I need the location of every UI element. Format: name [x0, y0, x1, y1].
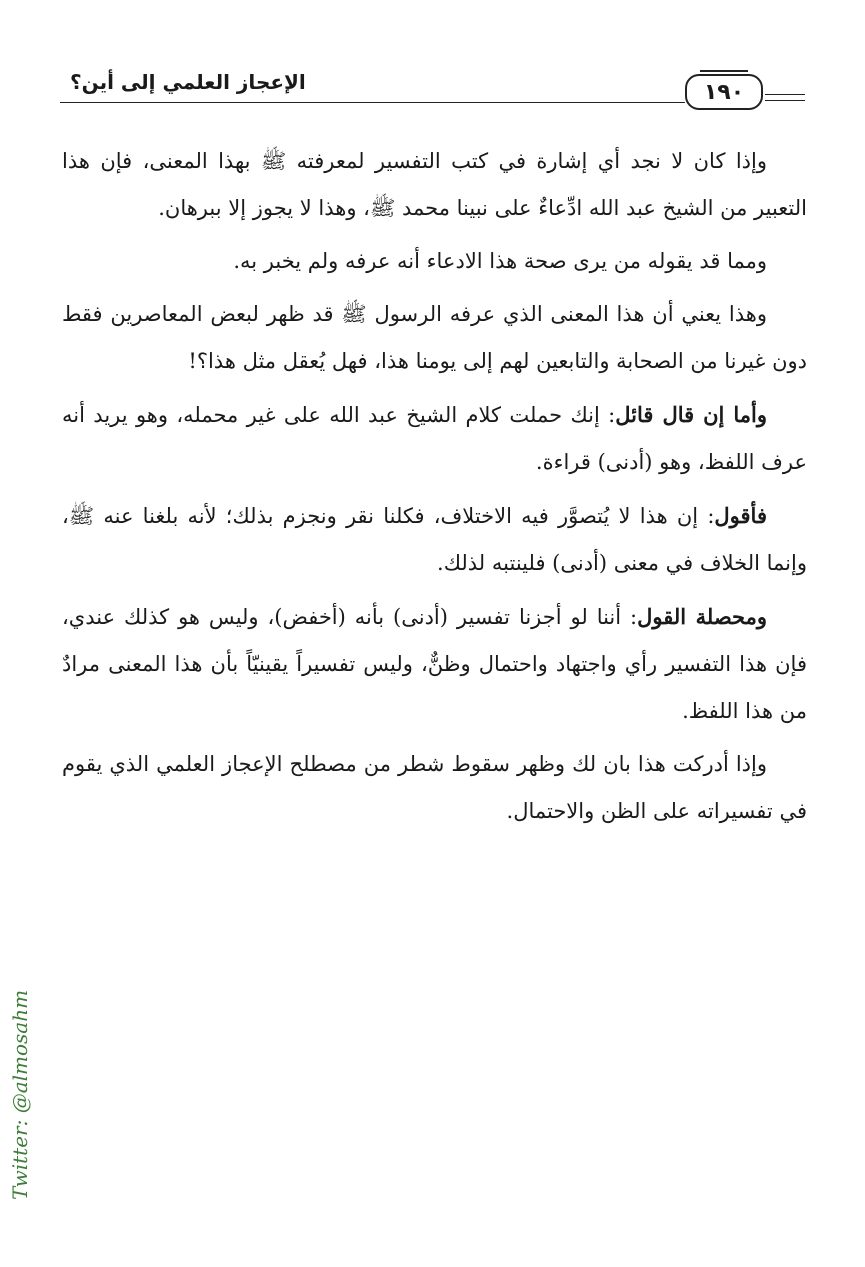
twitter-watermark: Twitter: @almosahm: [8, 989, 32, 1200]
paragraph-3-text: وهذا يعني أن هذا المعنى الذي عرفه الرسول ﷺ قد ظهر لبعض المعاصرين فقط دون غيرنا من الصحابة والتابعين لهم إلى يومنا هذا، فهل يُعقل مثل هذا؟!: [62, 302, 807, 373]
paragraph-3: [62, 291, 807, 385]
running-title: الإعجاز العلمي إلى أين؟: [70, 70, 306, 94]
paragraph-6-text: : أننا لو أجزنا تفسير (أدنى) بأنه (أخفض)، وليس هو كذلك عندي، فإن هذا التفسير رأي واجتهاد واحتمال وظنٌّ، وليس تفسيراً يقينيّاً بأن هذا المعنى مرادٌ من هذا اللفظ.: [62, 605, 807, 723]
paragraph-5-text: : إن هذا لا يُتصوَّر فيه الاختلاف، فكلنا نقر ونجزم بذلك؛ لأنه بلغنا عنه ﷺ، وإنما الخلاف في معنى (أدنى) فلينتبه لذلك.: [62, 504, 807, 575]
paragraph-2: [62, 238, 807, 285]
paragraph-1-text: وإذا كان لا نجد أي إشارة في كتب التفسير لمعرفته ﷺ بهذا المعنى، فإن هذا التعبير من الشيخ عبد الله ادِّعاءٌ على نبينا محمد ﷺ، وهذا لا يجوز إلا ببرهان.: [62, 149, 807, 220]
header-rule-right-top: [765, 94, 805, 95]
header-rule: [60, 102, 685, 103]
paragraph-5: [62, 492, 807, 587]
page-header: [60, 70, 805, 114]
paragraph-4-text: : إنك حملت كلام الشيخ عبد الله على غير محمله، وهو يريد أنه عرف اللفظ، وهو (أدنى) قراءة.: [62, 403, 807, 474]
paragraph-7: [62, 741, 807, 835]
paragraph-4-lead: وأما إن قال قائل: [615, 402, 767, 427]
page-number: ١٩٠: [685, 74, 763, 110]
paragraph-7-text: وإذا أدركت هذا بان لك وظهر سقوط شطر من مصطلح الإعجاز العلمي الذي يقوم في تفسيراته على الظن والاحتمال.: [62, 752, 807, 823]
page-body: [62, 138, 807, 841]
paragraph-2-text: ومما قد يقوله من يرى صحة هذا الادعاء أنه عرفه ولم يخبر به.: [233, 249, 767, 273]
paragraph-1: [62, 138, 807, 232]
paragraph-6: [62, 593, 807, 735]
paragraph-5-lead: فأقول: [714, 503, 767, 528]
paragraph-6-lead: ومحصلة القول: [637, 604, 768, 629]
paragraph-4: [62, 391, 807, 486]
header-rule-right-bottom: [765, 100, 805, 101]
